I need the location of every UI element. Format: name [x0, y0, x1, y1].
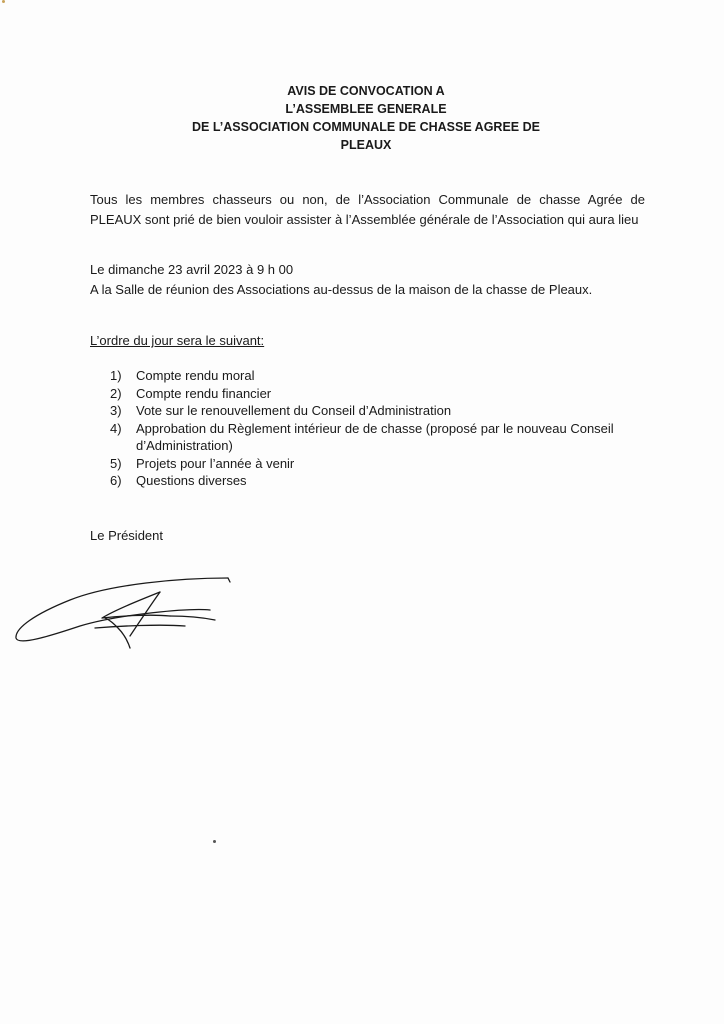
- title-line-3: DE L’ASSOCIATION COMMUNALE DE CHASSE AGREE DE: [192, 120, 540, 134]
- agenda-item: [110, 385, 655, 403]
- agenda-item-number: 6): [110, 473, 122, 488]
- agenda-item: [110, 420, 655, 455]
- agenda-item-number: 2): [110, 385, 122, 401]
- scan-speck: [2, 0, 5, 3]
- scan-speck: [213, 840, 216, 843]
- agenda-item: [110, 402, 655, 420]
- agenda-item-text: Compte rendu financier: [136, 385, 272, 401]
- title-line-1: AVIS DE CONVOCATION A: [287, 84, 445, 98]
- title-line-2: L’ASSEMBLEE GENERALE: [285, 102, 447, 116]
- agenda-item-text: Questions diverses: [136, 473, 247, 488]
- meeting-location: A la Salle de réunion des Associations au-dessus de la maison de la chasse de Pleaux.: [90, 282, 593, 297]
- meeting-details: [90, 260, 645, 300]
- intro-paragraph: Tous les membres chasseurs ou non, de l’Association Communale de chasse Agrée de PLEAUX sont prié de bien vouloir assister à l’Assemblée générale de l’Association qui aura lieu: [90, 192, 645, 227]
- agenda-item-text: Vote sur le renouvellement du Conseil d’Administration: [136, 403, 452, 418]
- agenda-item-number: 1): [110, 368, 122, 383]
- agenda-item-text: Projets pour l’année à venir: [136, 455, 295, 471]
- agenda-item: [110, 367, 655, 385]
- meeting-date: Le dimanche 23 avril 2023 à 9 h 00: [90, 262, 294, 277]
- agenda-item: [110, 455, 655, 473]
- handwritten-signature: [10, 570, 250, 660]
- agenda-item-text: Compte rendu moral: [136, 368, 255, 383]
- agenda-heading: L’ordre du jour sera le suivant:: [90, 333, 265, 348]
- agenda-item-number: 5): [110, 455, 122, 471]
- agenda-item-text: Approbation du Règlement intérieur de de chasse (proposé par le nouveau Conseil d’Administration): [136, 420, 614, 453]
- agenda-list: [110, 367, 655, 490]
- agenda-item: [110, 472, 655, 490]
- document-title: [0, 82, 724, 154]
- agenda-item-number: 3): [110, 403, 122, 418]
- agenda-item-number: 4): [110, 420, 122, 436]
- signatory-label: Le Président: [90, 528, 163, 543]
- title-line-4: PLEAUX: [340, 138, 392, 152]
